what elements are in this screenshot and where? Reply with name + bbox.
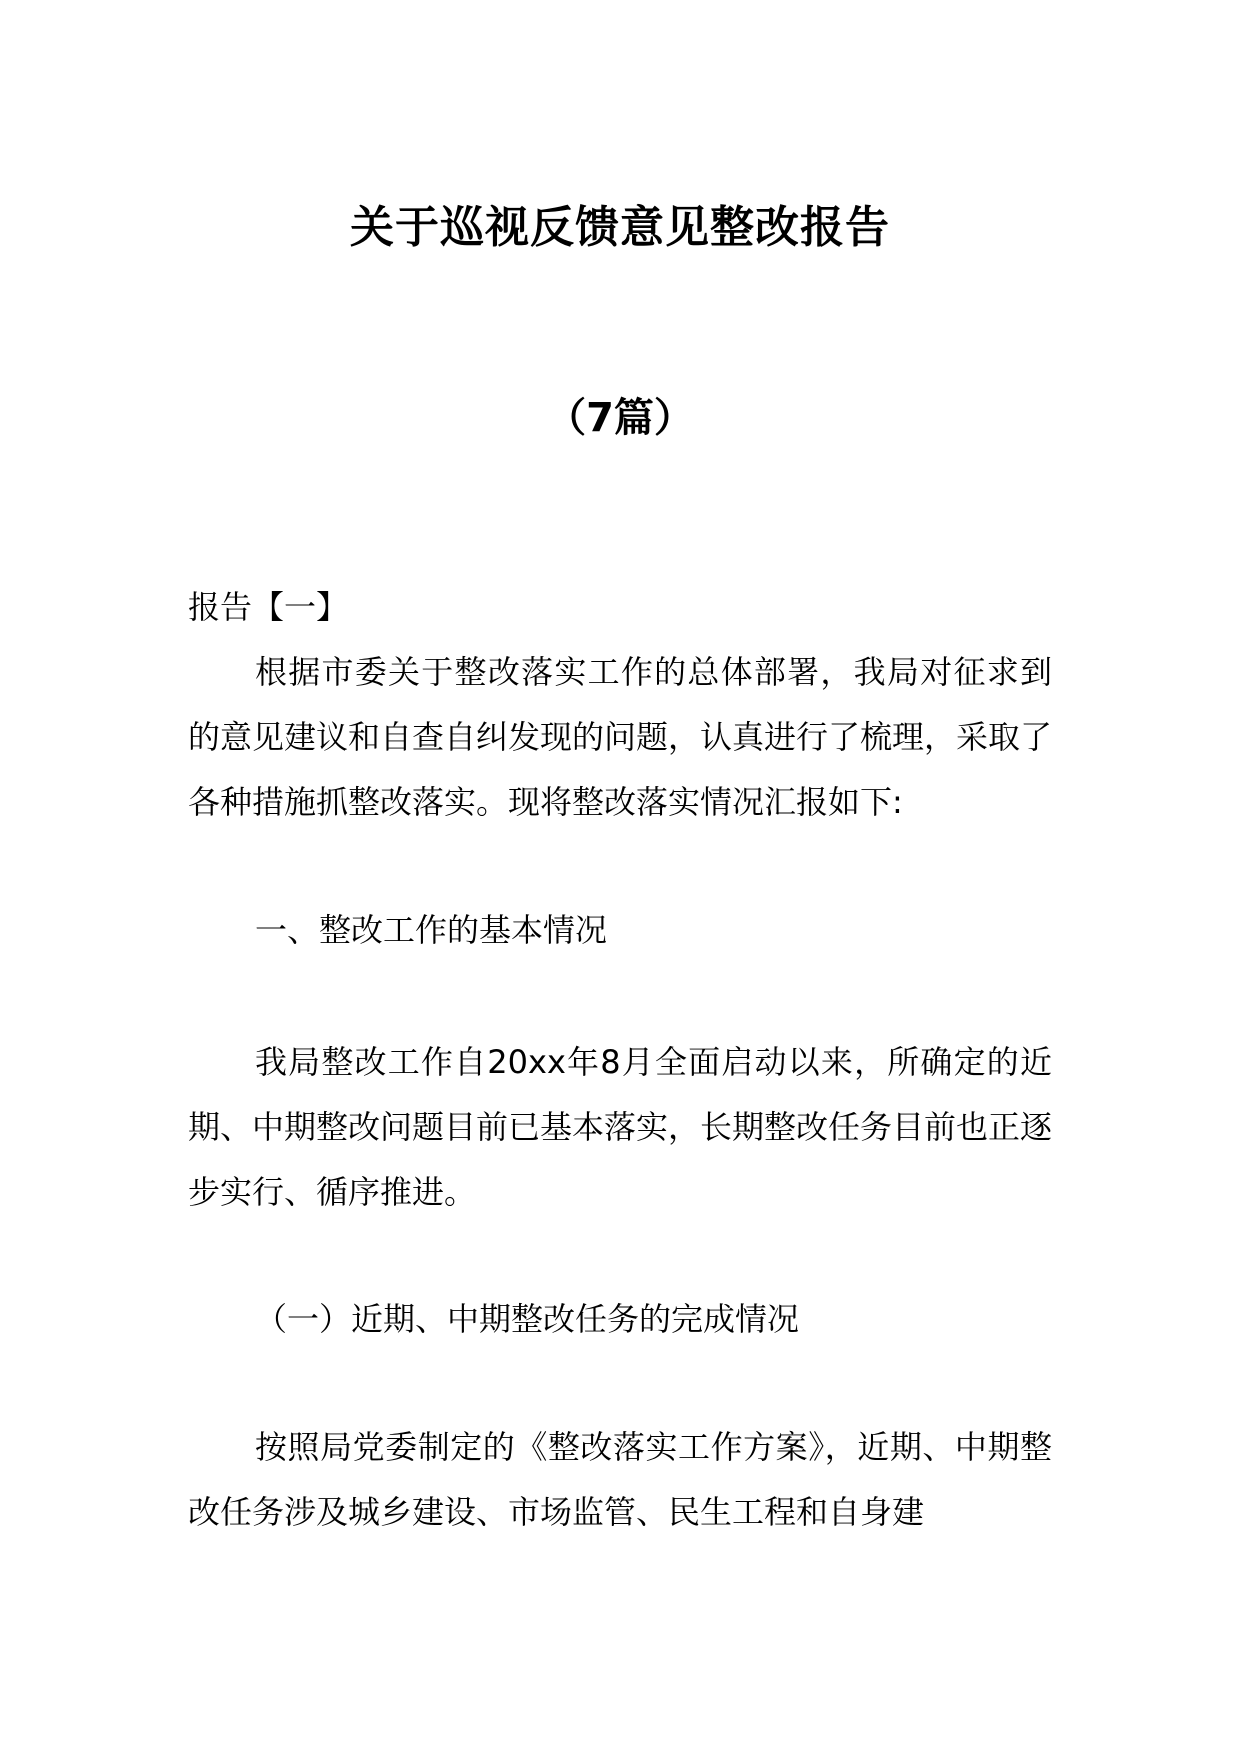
document-subtitle: （7篇）	[546, 395, 694, 441]
intro-paragraph: 根据市委关于整改落实工作的总体部署，我局对征求到的意见建议和自查自纠发现的问题，认真进行了梳理，采取了各种措施抓整改落实。现将整改落实情况汇报如下:	[188, 653, 1053, 821]
report-heading: 报告【一】	[188, 588, 349, 626]
paragraph-2: 按照局党委制定的《整改落实工作方案》，近期、中期整改任务涉及城乡建设、市场监管、民生工程和自身建	[188, 1428, 1052, 1531]
paragraph-1: 我局整改工作自20xx年8月全面启动以来，所确定的近期、中期整改问题目前已基本落实，长期整改任务目前也正逐步实行、循序推进。	[188, 1043, 1053, 1211]
document-title: 关于巡视反馈意见整改报告	[350, 202, 890, 253]
subsection-heading-1-1: （一）近期、中期整改任务的完成情况	[255, 1300, 800, 1338]
section-heading-1: 一、整改工作的基本情况	[255, 911, 608, 949]
